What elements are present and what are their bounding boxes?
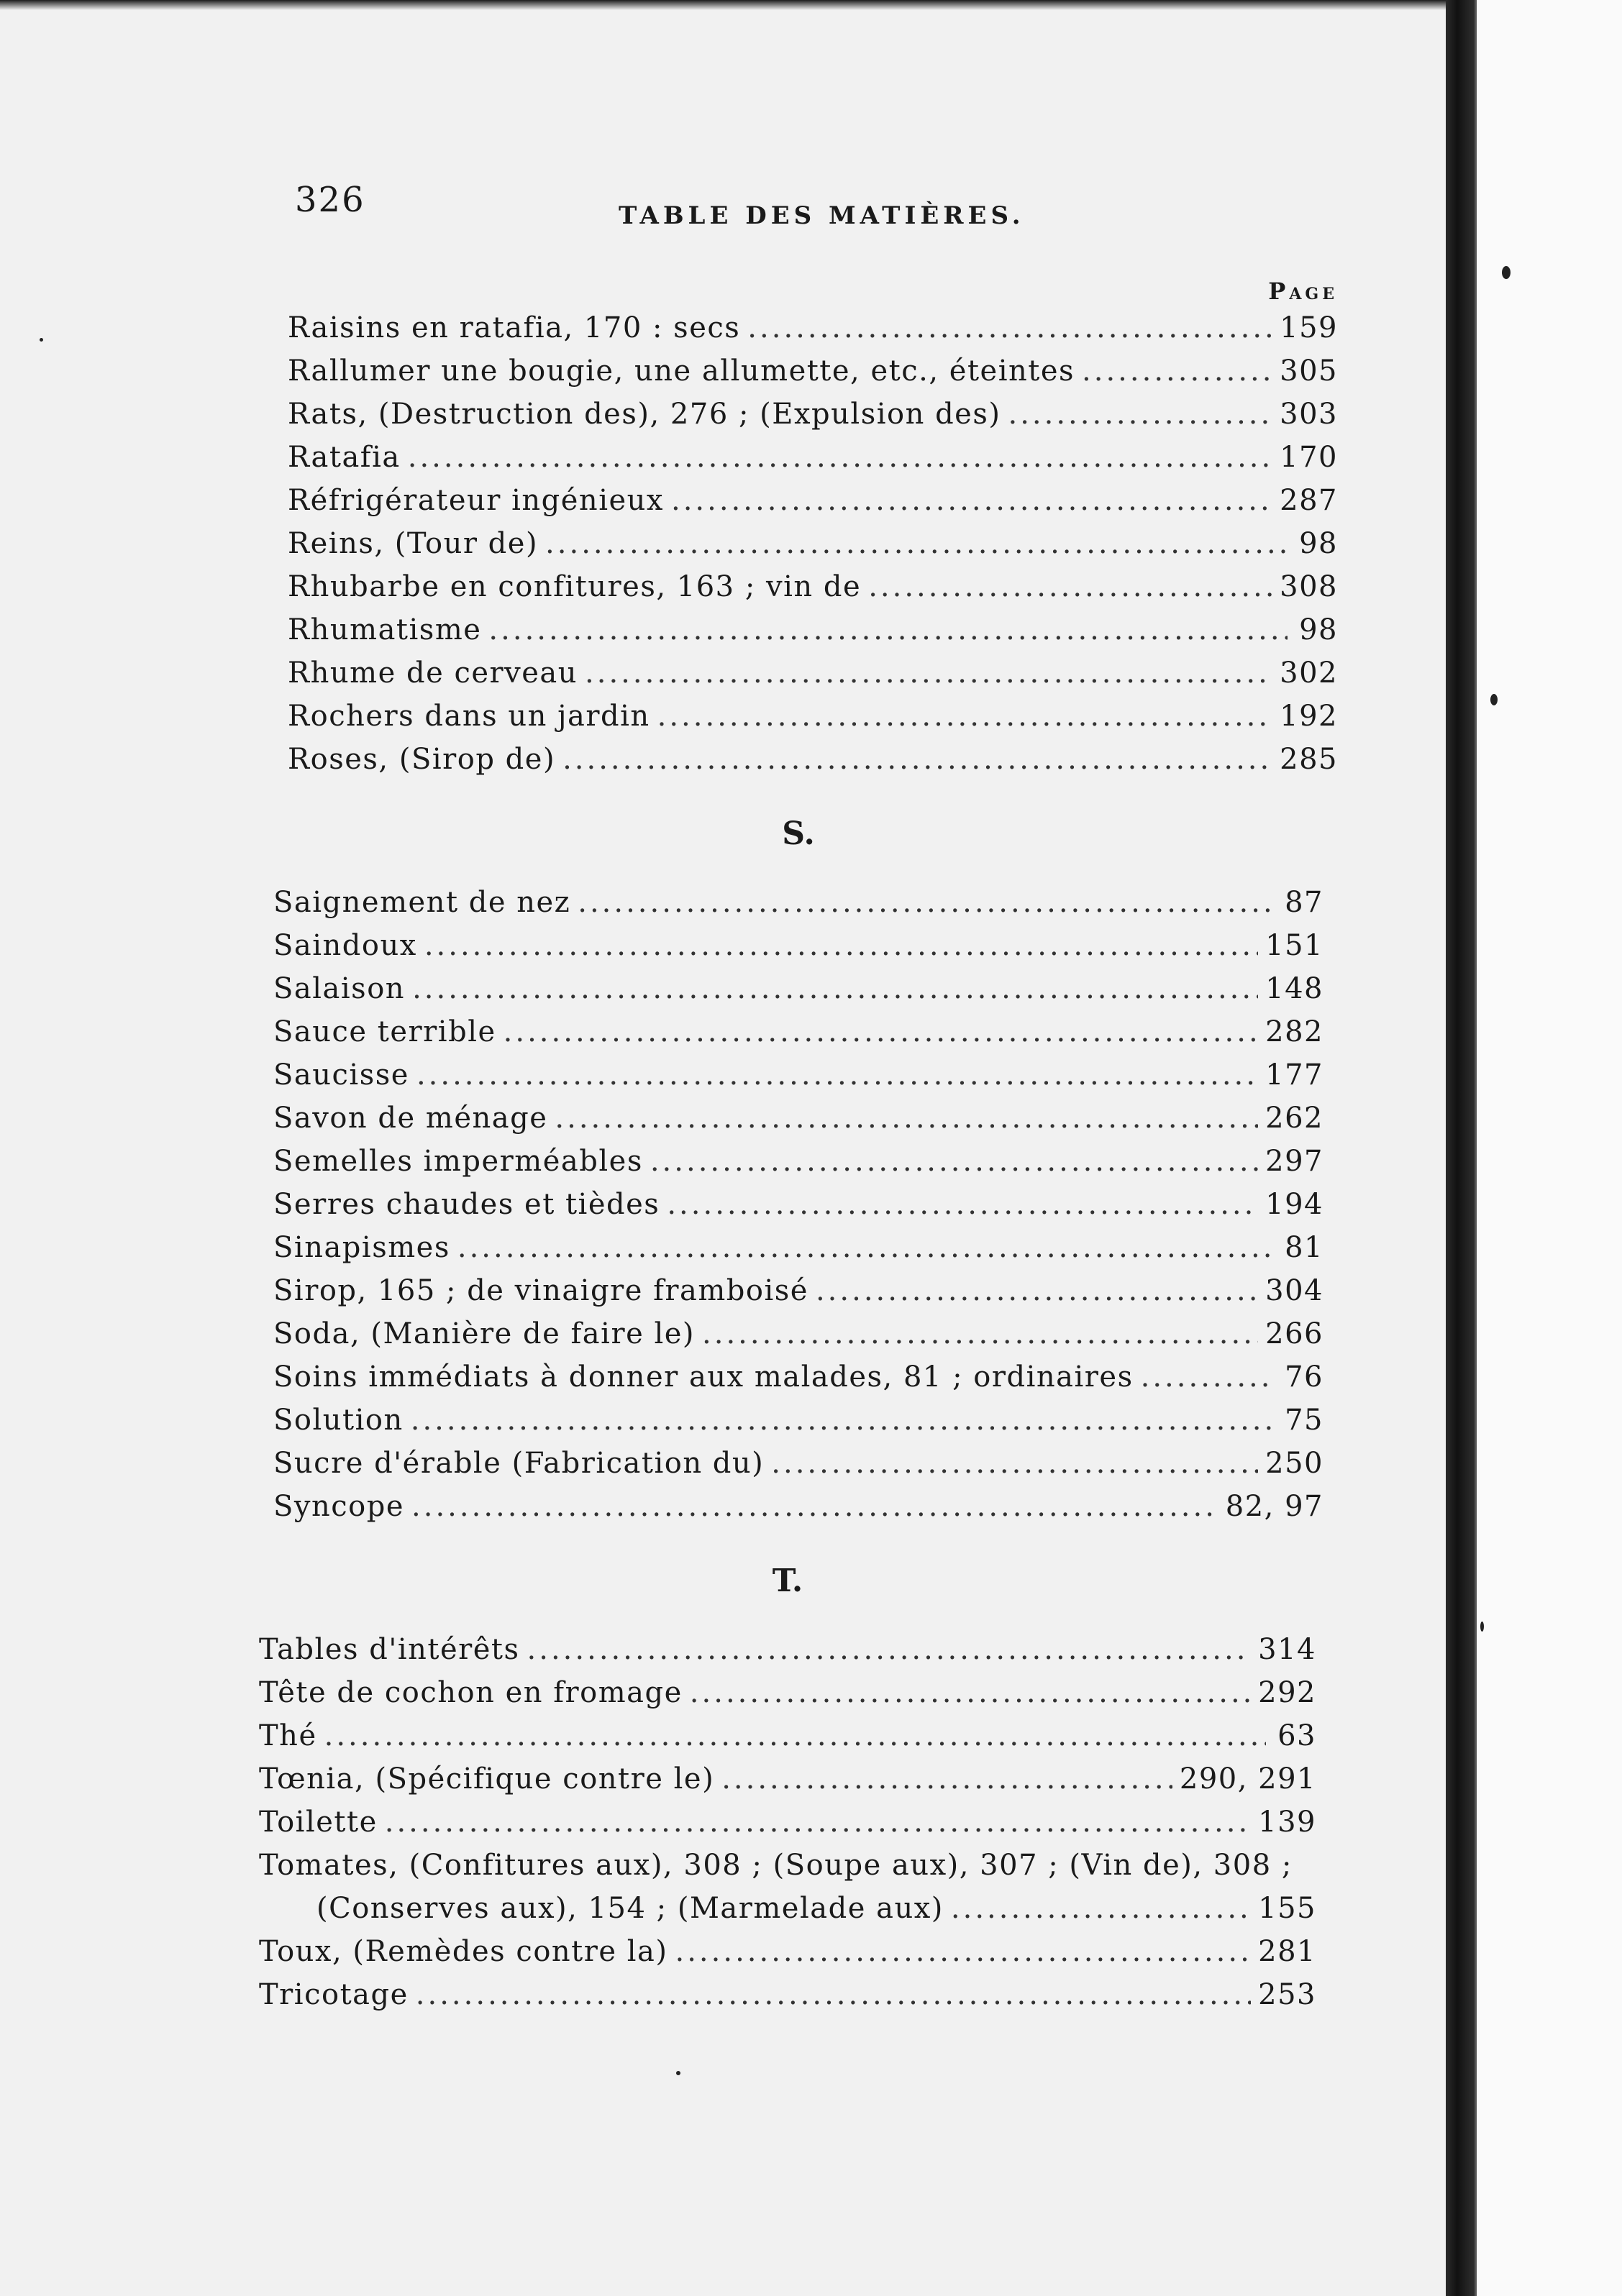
dot-leader bbox=[412, 967, 1258, 1010]
entry-label: Toux, (Remèdes contre la) bbox=[259, 1935, 668, 1968]
entry-page-number: 87 bbox=[1285, 886, 1323, 919]
entry-page-number: 194 bbox=[1265, 1188, 1323, 1221]
page-header bbox=[259, 180, 1338, 237]
dot-leader bbox=[545, 522, 1288, 565]
index-entry bbox=[259, 1714, 1316, 1757]
entry-label: Reins, (Tour de) bbox=[288, 527, 539, 560]
index-entry bbox=[273, 1010, 1323, 1053]
entry-label: Semelles imperméables bbox=[273, 1145, 643, 1178]
entry-label: Tables d'intérêts bbox=[259, 1633, 520, 1666]
entry-label: Tœnia, (Spécifique contre le) bbox=[259, 1762, 715, 1796]
dot-leader bbox=[527, 1628, 1252, 1671]
scan-speck bbox=[1490, 694, 1498, 705]
dot-leader bbox=[667, 1183, 1258, 1226]
entry-label: Saignement de nez bbox=[273, 886, 571, 919]
dot-leader bbox=[562, 738, 1272, 781]
index-entry bbox=[288, 695, 1338, 738]
section-letter-heading: T. bbox=[772, 1563, 803, 1599]
entry-label: Sucre d'érable (Fabrication du) bbox=[273, 1447, 765, 1480]
entry-label: Rats, (Destruction des), 276 ; (Expulsion des) bbox=[288, 398, 1001, 431]
section-letter-heading: S. bbox=[782, 815, 815, 852]
index-section bbox=[273, 815, 1323, 1528]
entry-page-number: 192 bbox=[1280, 700, 1338, 733]
entry-page-number: 148 bbox=[1265, 972, 1323, 1005]
index-entry bbox=[288, 565, 1338, 608]
entry-label: Soda, (Manière de faire le) bbox=[273, 1317, 696, 1350]
entry-label: Roses, (Sirop de) bbox=[288, 743, 556, 776]
dot-leader bbox=[951, 1887, 1251, 1930]
scan-speck bbox=[40, 338, 43, 342]
entry-page-number: 63 bbox=[1277, 1719, 1316, 1752]
entry-label: Sirop, 165 ; de vinaigre framboisé bbox=[273, 1274, 808, 1307]
entry-label: Serres chaudes et tièdes bbox=[273, 1188, 660, 1221]
entry-page-number: 155 bbox=[1258, 1892, 1316, 1925]
entry-label: Toilette bbox=[259, 1806, 378, 1839]
index-page bbox=[259, 180, 1338, 2016]
dot-leader bbox=[671, 479, 1272, 522]
index-section bbox=[259, 1563, 1316, 2016]
dot-leader bbox=[416, 1973, 1251, 2016]
entry-page-number: 262 bbox=[1265, 1102, 1323, 1135]
scan-facing-page bbox=[1475, 0, 1622, 2296]
scan-speck bbox=[1502, 266, 1511, 279]
entry-page-number: 281 bbox=[1258, 1935, 1316, 1968]
index-entry bbox=[288, 393, 1338, 436]
scan-top-shadow bbox=[0, 0, 1622, 10]
entry-label: Salaison bbox=[273, 972, 406, 1005]
entry-page-number: 75 bbox=[1285, 1404, 1323, 1437]
dot-leader bbox=[488, 608, 1288, 651]
dot-leader bbox=[411, 1485, 1218, 1528]
index-entry bbox=[288, 608, 1338, 651]
entry-label: Saucisse bbox=[273, 1058, 409, 1092]
index-entry bbox=[273, 1053, 1323, 1097]
entry-page-number: 282 bbox=[1265, 1015, 1323, 1048]
index-sections bbox=[259, 306, 1338, 2016]
entry-label: Soins immédiats à donner aux malades, 81 ; ordinaires bbox=[273, 1360, 1134, 1394]
entry-page-number: 285 bbox=[1280, 743, 1338, 776]
entry-page-number: 302 bbox=[1280, 657, 1338, 690]
entry-page-number: 266 bbox=[1265, 1317, 1323, 1350]
index-entry bbox=[288, 306, 1338, 349]
scan-speck bbox=[1480, 1622, 1484, 1632]
index-entry bbox=[259, 1628, 1316, 1671]
entry-page-number: 177 bbox=[1265, 1058, 1323, 1092]
entry-page-number: 304 bbox=[1265, 1274, 1323, 1307]
index-entry bbox=[288, 479, 1338, 522]
dot-leader bbox=[702, 1312, 1258, 1355]
index-entry bbox=[259, 1801, 1316, 1844]
index-entry bbox=[288, 349, 1338, 393]
index-entry bbox=[273, 1140, 1323, 1183]
entry-page-number: 250 bbox=[1265, 1447, 1323, 1480]
dot-leader bbox=[585, 651, 1272, 695]
dot-leader bbox=[457, 1226, 1273, 1269]
entry-label: (Conserves aux), 154 ; (Marmelade aux) bbox=[316, 1892, 944, 1925]
index-entry bbox=[259, 1973, 1316, 2016]
entry-label: Rhume de cerveau bbox=[288, 657, 578, 690]
entry-label: Solution bbox=[273, 1404, 404, 1437]
entry-page-number: 292 bbox=[1258, 1676, 1316, 1709]
entry-page-number: 98 bbox=[1299, 527, 1338, 560]
index-entry bbox=[273, 1097, 1323, 1140]
entry-page-number: 305 bbox=[1280, 355, 1338, 388]
entry-label: Ratafia bbox=[288, 441, 401, 474]
entry-page-number: 82, 97 bbox=[1225, 1490, 1323, 1523]
index-entry bbox=[273, 1399, 1323, 1442]
page-number: 326 bbox=[295, 180, 365, 220]
index-entry bbox=[273, 924, 1323, 967]
index-entry bbox=[259, 1671, 1316, 1714]
entry-page-number: 303 bbox=[1280, 398, 1338, 431]
index-entry bbox=[288, 436, 1338, 479]
dot-leader bbox=[1008, 393, 1272, 436]
dot-leader bbox=[416, 1053, 1258, 1097]
index-entry bbox=[288, 522, 1338, 565]
entry-label: Thé bbox=[259, 1719, 317, 1752]
entry-page-number: 290, 291 bbox=[1179, 1762, 1316, 1796]
entry-label: Réfrigérateur ingénieux bbox=[288, 484, 664, 517]
entry-page-number: 159 bbox=[1280, 311, 1338, 344]
entry-label: Tomates, (Confitures aux), 308 ; (Soupe aux), 307 ; (Vin de), 308 ; bbox=[259, 1849, 1293, 1882]
entry-label: Sinapismes bbox=[273, 1231, 450, 1264]
scan-binding-edge bbox=[1446, 0, 1475, 2296]
entry-label: Rhubarbe en confitures, 163 ; vin de bbox=[288, 570, 862, 603]
entry-page-number: 98 bbox=[1299, 613, 1338, 646]
entry-label: Savon de ménage bbox=[273, 1102, 548, 1135]
entry-label: Rhumatisme bbox=[288, 613, 482, 646]
dot-leader bbox=[324, 1714, 1266, 1757]
dot-leader bbox=[424, 924, 1258, 967]
entry-page-number: 151 bbox=[1265, 929, 1323, 962]
entry-page-number: 314 bbox=[1258, 1633, 1316, 1666]
dot-leader bbox=[408, 436, 1272, 479]
entry-label: Sauce terrible bbox=[273, 1015, 496, 1048]
dot-leader bbox=[578, 881, 1273, 924]
entry-page-number: 139 bbox=[1258, 1806, 1316, 1839]
entry-page-number: 81 bbox=[1285, 1231, 1323, 1264]
entry-label: Rallumer une bougie, une allumette, etc., éteintes bbox=[288, 355, 1075, 388]
scan-speck bbox=[676, 2071, 680, 2075]
dot-leader bbox=[675, 1930, 1252, 1973]
running-title: TABLE DES MATIÈRES. bbox=[619, 201, 1025, 230]
entry-page-number: 170 bbox=[1280, 441, 1338, 474]
dot-leader bbox=[385, 1801, 1251, 1844]
entry-label: Syncope bbox=[273, 1490, 405, 1523]
dot-leader bbox=[650, 1140, 1258, 1183]
dot-leader bbox=[657, 695, 1273, 738]
index-entry bbox=[259, 1757, 1316, 1801]
entry-label: Rochers dans un jardin bbox=[288, 700, 650, 733]
index-entry bbox=[273, 1183, 1323, 1226]
dot-leader bbox=[555, 1097, 1258, 1140]
dot-leader bbox=[816, 1269, 1258, 1312]
index-entry bbox=[288, 651, 1338, 695]
entry-label: Raisins en ratafia, 170 : secs bbox=[288, 311, 741, 344]
entry-label: Saindoux bbox=[273, 929, 417, 962]
entry-page-number: 297 bbox=[1265, 1145, 1323, 1178]
index-entry bbox=[259, 1887, 1316, 1930]
index-entry bbox=[273, 1485, 1323, 1528]
entry-page-number: 287 bbox=[1280, 484, 1338, 517]
dot-leader bbox=[690, 1671, 1251, 1714]
index-entry bbox=[288, 738, 1338, 781]
entry-page-number: 308 bbox=[1280, 570, 1338, 603]
index-entry bbox=[259, 1844, 1316, 1887]
dot-leader bbox=[868, 565, 1272, 608]
dot-leader bbox=[504, 1010, 1258, 1053]
index-entry bbox=[273, 1226, 1323, 1269]
entry-page-number: 76 bbox=[1285, 1360, 1323, 1394]
index-entry bbox=[273, 967, 1323, 1010]
index-section bbox=[288, 306, 1338, 781]
entry-page-number: 253 bbox=[1258, 1978, 1316, 2011]
dot-leader bbox=[771, 1442, 1258, 1485]
entry-label: Tête de cochon en fromage bbox=[259, 1676, 683, 1709]
dot-leader bbox=[411, 1399, 1273, 1442]
index-entry bbox=[259, 1930, 1316, 1973]
index-entry bbox=[273, 881, 1323, 924]
page-column-label: Page bbox=[1268, 278, 1338, 305]
index-entry bbox=[273, 1312, 1323, 1355]
entry-label: Tricotage bbox=[259, 1978, 409, 2011]
dot-leader bbox=[1141, 1355, 1273, 1399]
dot-leader bbox=[1082, 349, 1272, 393]
index-entry bbox=[273, 1355, 1323, 1399]
dot-leader bbox=[721, 1757, 1172, 1801]
index-entry bbox=[273, 1442, 1323, 1485]
index-entry bbox=[273, 1269, 1323, 1312]
dot-leader bbox=[747, 306, 1272, 349]
